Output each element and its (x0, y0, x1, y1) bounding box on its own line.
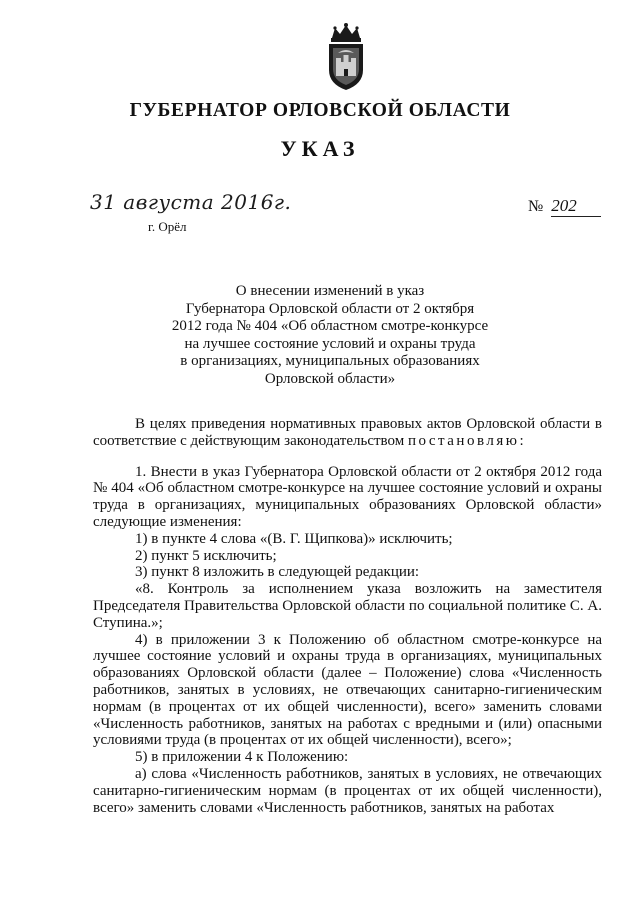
heading-line: 2012 года № 404 «Об областном смотре-конкурсе (171, 318, 489, 335)
handwritten-date: 31 августа 2016г. (90, 190, 292, 214)
subclause-3: 3) пункт 8 изложить в следующей редакции: (135, 564, 420, 581)
subclause-5a: а) слова «Численность работников, занятых в условиях, не отвечающих санитарно-гигиеническим нормам (в процентах от их общей численности), всего» заменить словами «Численность работников, занятых на работах (93, 765, 602, 816)
heading-line: О внесении изменений в указ (235, 283, 425, 299)
number-label: № (528, 198, 544, 215)
heading-line: на лучшее состояние условий и охраны труда (184, 335, 476, 352)
coat-of-arms-icon (322, 22, 370, 92)
document-number (528, 196, 601, 217)
subclause-5: 5) в приложении 4 к Положению: (135, 749, 349, 766)
resolve-word: постановляю (407, 432, 520, 449)
subclause-4: 4) в приложении 3 к Положению об областном смотре-конкурсе на лучшее состояние условий и охраны труда в организациях, муниципальных образованиях Орловской области (далее – Положение) слова «Численность работников, занятых в условиях, не отвечающих санитарно-гигиеническим нормам (в процентах от их общей численности), всего» заменить словами «Численность работников, занятых на работах с вредными и (или) опасными условиями труда (в процентах от их общей численности), всего»; (93, 631, 602, 749)
city: г. Орёл (148, 219, 187, 234)
preamble-paragraph (93, 416, 602, 450)
subclause-2: 2) пункт 5 исключить; (135, 547, 277, 564)
document-type: УКАЗ (280, 136, 360, 161)
decree-heading (130, 283, 530, 389)
heading-line: в организациях, муниципальных образованиях (180, 353, 480, 370)
heading-line: Губернатора Орловской области от 2 октября (185, 300, 475, 317)
preamble-text: В целях приведения нормативных правовых актов Орловской области в соответствие с действующим законодательством (93, 416, 602, 449)
issuing-authority: ГУБЕРНАТОР ОРЛОВСКОЙ ОБЛАСТИ (129, 100, 511, 121)
new-point-8: «8. Контроль за исполнением указа возложить на заместителя Председателя Правительства Орловской области по социальной политике С. А. Ступина.»; (93, 581, 602, 631)
handwritten-number: 202 (551, 196, 601, 217)
heading-line: Орловской области» (264, 370, 396, 387)
subclause-1: 1) в пункте 4 слова «(В. Г. Щипкова)» исключить; (135, 530, 453, 547)
preamble-colon: : (519, 432, 524, 449)
decree-body (93, 416, 602, 816)
clause-1: 1. Внести в указ Губернатора Орловской области от 2 октября 2012 года № 404 «Об областном смотре-конкурсе на лучшее состояние условий и охраны труда в организациях, муниципальных образованиях Орловской области» следующие изменения: (93, 463, 602, 530)
